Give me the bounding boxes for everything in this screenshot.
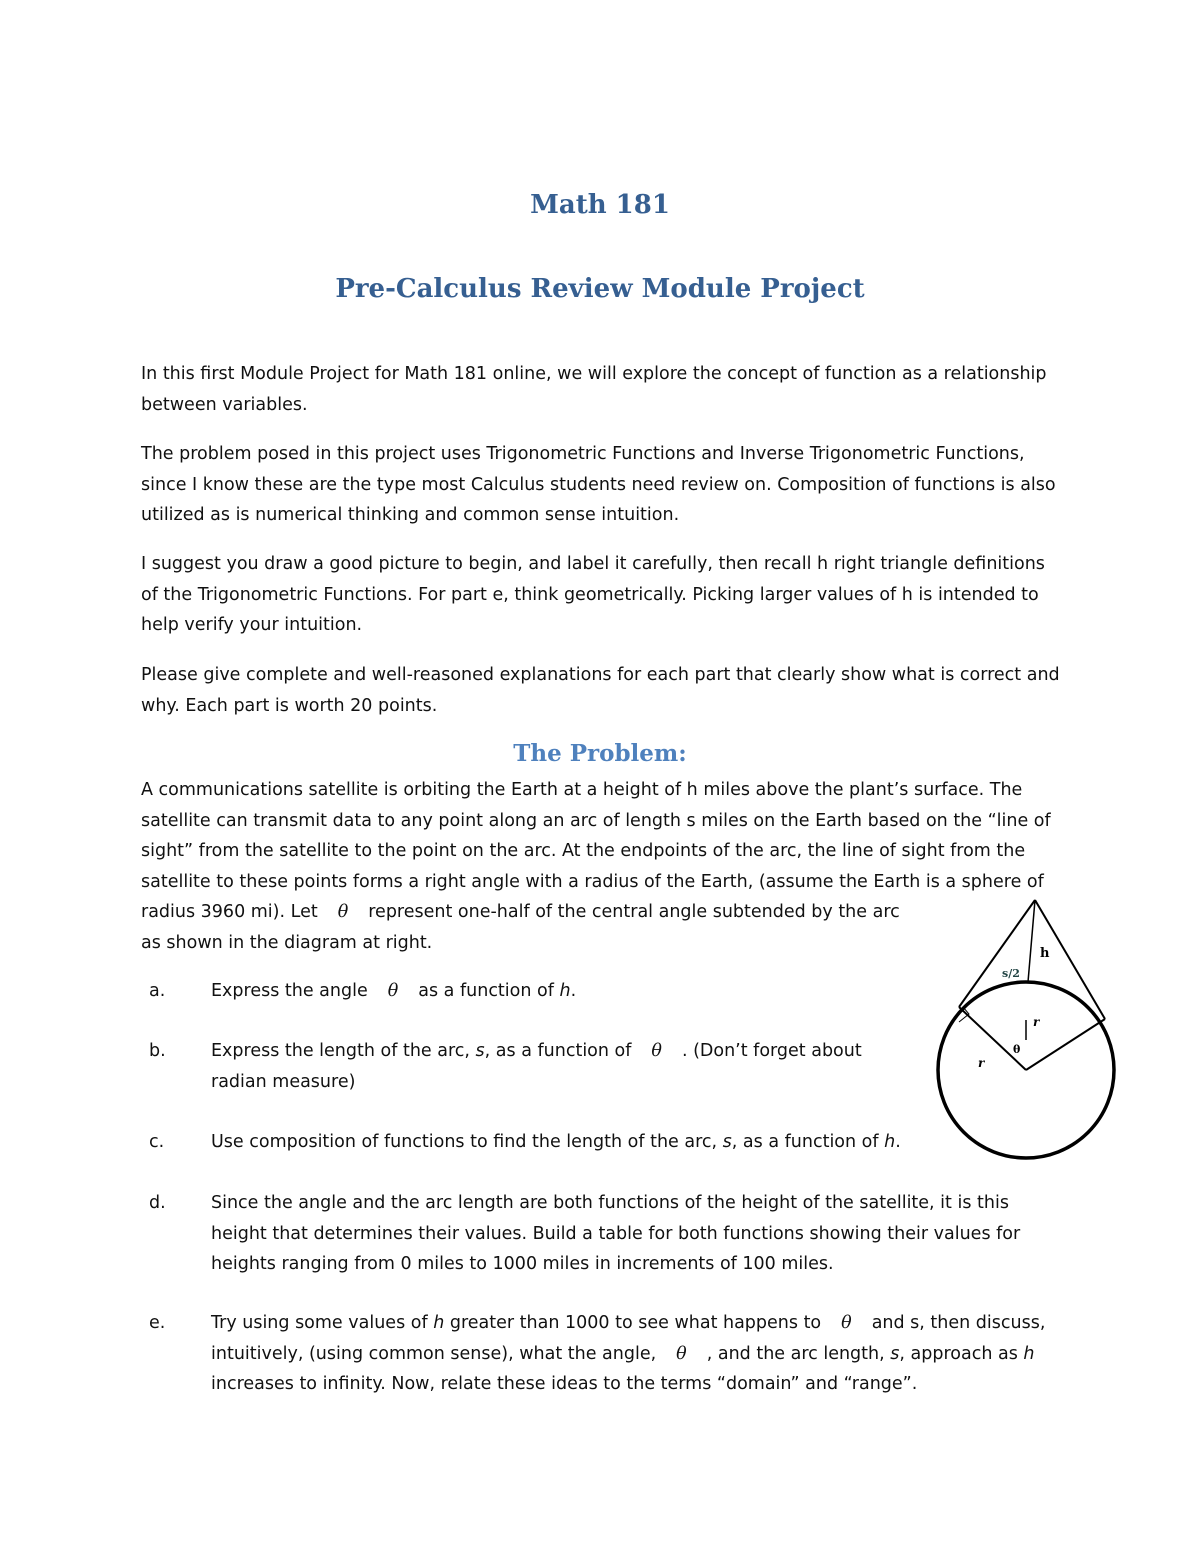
problem-line: sight” from the satellite to the point on the arc. At the endpoints of the arc, the line of sight from the (141, 841, 1026, 861)
question-label: c. (149, 1132, 165, 1152)
radius-left (959, 1007, 1026, 1070)
problem-line: A communications satellite is orbiting the Earth at a height of h miles above the plant’s surface. The (141, 780, 1023, 800)
variable-h: h (1023, 1343, 1035, 1364)
text-run: increases to infinity. Now, relate these ideas to the terms “domain” and “range”. (211, 1374, 918, 1394)
theta-symbol: θ (387, 981, 399, 1001)
text-run: , as a function of (731, 1132, 879, 1152)
intro-paragraph-1: In this first Module Project for Math 181 online, we will explore the concept of function as a relationship between variables. (141, 364, 1047, 415)
text-run: Since the angle and the arc length are both functions of the height of the satellite, it is this (211, 1193, 1009, 1213)
question-label: d. (149, 1193, 166, 1213)
question-label: a. (149, 981, 166, 1001)
text-run: , approach as (899, 1343, 1018, 1364)
satellite-diagram (925, 890, 1125, 1160)
label-h: h (1040, 946, 1050, 961)
theta-symbol: θ (676, 1343, 687, 1364)
problem-statement (141, 775, 1051, 958)
question-label: e. (149, 1313, 166, 1333)
intro-paragraph-3: I suggest you draw a good picture to begin, and label it carefully, then recall h right triangle definitions of the Trigonometric Functions. For part e, think geometrically. Picking larger values of h is intended to help verify your intuition. (141, 554, 1045, 635)
variable-s: s (475, 1041, 485, 1061)
problem-text: represent one-half of the central angle subtended by the arc (368, 902, 900, 922)
text-run: , as a function of (484, 1041, 632, 1061)
question-text (211, 1188, 1061, 1280)
text-run: greater than 1000 to see what happens to (449, 1313, 822, 1333)
problem-heading: The Problem: (513, 740, 687, 767)
theta-symbol: θ (337, 902, 349, 922)
text-run: , and the arc length, (706, 1343, 885, 1364)
question-text (211, 1308, 1061, 1400)
problem-line: as shown in the diagram at right. (141, 932, 433, 953)
intro-paragraph-4: Please give complete and well-reasoned explanations for each part that clearly show what is correct and why. Each part is worth 20 points. (141, 665, 1060, 716)
text-run: heights ranging from 0 miles to 1000 miles in increments of 100 miles. (211, 1254, 834, 1274)
variable-h: h (884, 1132, 896, 1152)
text-run: . (Don’t forget about (681, 1041, 862, 1061)
project-title: Pre-Calculus Review Module Project (335, 274, 865, 304)
label-s-half: s/2 (1002, 967, 1020, 980)
theta-symbol: θ (841, 1313, 852, 1333)
text-run: radian measure) (211, 1071, 356, 1092)
course-title: Math 181 (530, 190, 670, 220)
variable-h: h (433, 1313, 445, 1333)
label-r-left: r (978, 1056, 985, 1070)
line-of-sight-left (959, 900, 1035, 1007)
label-theta: θ (1013, 1043, 1021, 1056)
text-run: as a function of (418, 981, 554, 1001)
text-run: height that determines their values. Build a table for both functions showing their values for (211, 1223, 1021, 1244)
text-run: Express the length of the arc, (211, 1041, 470, 1061)
text-run: Express the angle (211, 981, 368, 1001)
text-run: intuitively, (using common sense), what the angle, (211, 1343, 657, 1364)
problem-text: radius 3960 mi). Let (141, 902, 318, 922)
intro-paragraph-2: The problem posed in this project uses Trigonometric Functions and Inverse Trigonometric Functions, since I know these are the type most Calculus students need review on. Composition of functions is also utilized as is numerical thinking and common sense intuition. (141, 444, 1056, 525)
text-run: . (895, 1132, 901, 1152)
variable-s: s (722, 1132, 732, 1152)
label-r-top: r (1033, 1015, 1040, 1029)
variable-h: h (559, 981, 571, 1001)
theta-symbol: θ (651, 1041, 662, 1061)
problem-line: satellite can transmit data to any point along an arc of length s miles on the Earth based on the “line of (141, 810, 1051, 831)
text-run: Try using some values of (211, 1313, 428, 1333)
height-segment (1028, 900, 1035, 982)
question-label: b. (149, 1041, 166, 1061)
text-run: . (570, 981, 577, 1001)
problem-line: satellite to these points forms a right angle with a radius of the Earth, (assume the Earth is a sphere of (141, 871, 1044, 892)
text-run: and s, then discuss, (871, 1313, 1046, 1333)
problem-line (141, 897, 1051, 928)
variable-s: s (890, 1343, 900, 1364)
text-run: Use composition of functions to find the length of the arc, (211, 1132, 718, 1152)
